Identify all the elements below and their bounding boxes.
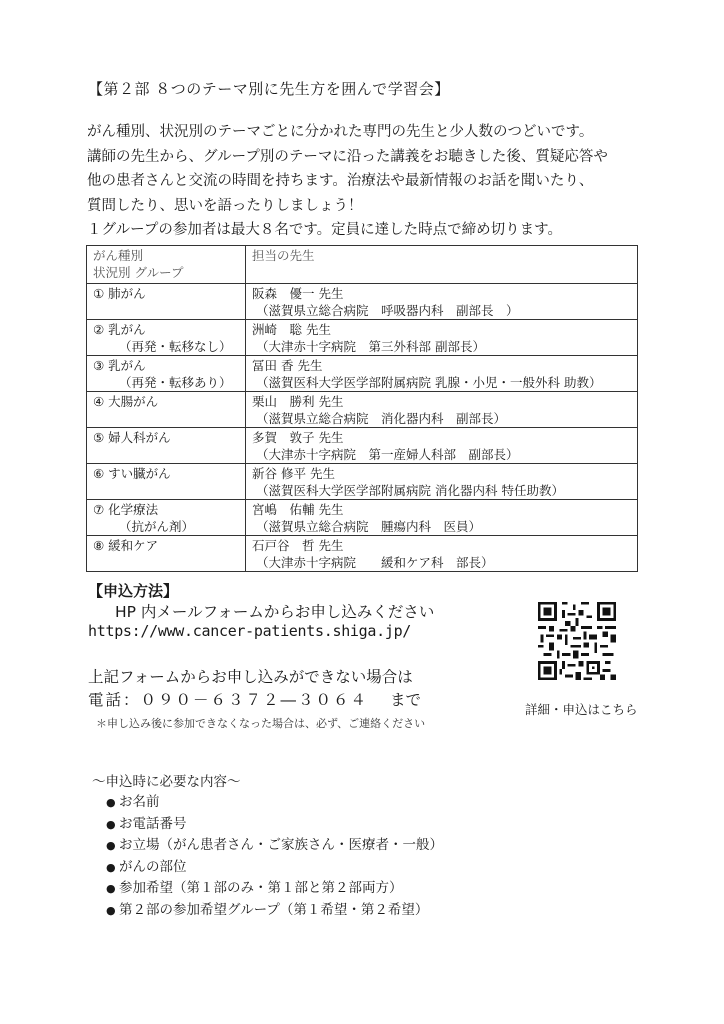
bullet-icon: ● bbox=[106, 903, 116, 917]
phone-suffix: まで bbox=[390, 691, 422, 709]
table-row bbox=[87, 536, 638, 572]
phone-label: 電話： bbox=[88, 691, 141, 709]
header-teacher: 担当の先生 bbox=[252, 248, 315, 263]
teacher-cell bbox=[246, 356, 638, 392]
phone-line bbox=[88, 688, 421, 710]
requirement-text: お立場（がん患者さん・ご家族さん・医療者・一般） bbox=[119, 837, 443, 853]
group-name: ⑤ 婦人科がん bbox=[93, 430, 171, 445]
teacher-cell bbox=[246, 500, 638, 536]
teacher-affiliation: （大津赤十字病院 第三外科部 副部長） bbox=[256, 339, 485, 354]
group-name: ④ 大腸がん bbox=[93, 394, 159, 409]
table-row bbox=[87, 356, 638, 392]
group-cell bbox=[87, 464, 246, 500]
teacher-affiliation: （大津赤十字病院 緩和ケア科 部長） bbox=[256, 555, 494, 570]
qr-code-icon[interactable] bbox=[538, 602, 616, 680]
teacher-name: 石戸谷 哲 先生 bbox=[252, 538, 344, 553]
qr-caption: 詳細・申込はこちら bbox=[525, 702, 638, 717]
header-group-line2: 状況別 グループ bbox=[93, 265, 184, 280]
teacher-name: 新谷 修平 先生 bbox=[252, 466, 335, 481]
teacher-cell bbox=[246, 536, 638, 572]
intro-line: １グループの参加者は最大８名です。定員に達した時点で締め切ります。 bbox=[87, 222, 563, 238]
bullet-icon: ● bbox=[106, 796, 116, 809]
teacher-name: 阪森 優一 先生 bbox=[252, 286, 344, 301]
bullet-icon: ● bbox=[106, 882, 116, 895]
table-row bbox=[87, 284, 638, 320]
requirement-text: 第２部の参加希望グループ（第１希望・第２希望） bbox=[119, 901, 429, 918]
list-item bbox=[106, 878, 443, 900]
requirement-text: がんの部位 bbox=[119, 858, 187, 875]
group-cell bbox=[87, 320, 246, 356]
table-row bbox=[87, 464, 638, 500]
teacher-name: 冨田 香 先生 bbox=[252, 358, 323, 373]
header-cell-group bbox=[87, 246, 246, 284]
group-subtitle: （再発・転移なし） bbox=[119, 339, 232, 354]
group-subtitle: （再発・転移あり） bbox=[119, 375, 232, 390]
group-name: ③ 乳がん bbox=[93, 358, 146, 373]
teacher-name: 洲崎 聡 先生 bbox=[252, 322, 331, 337]
group-name: ① 肺がん bbox=[93, 286, 146, 301]
table-row bbox=[87, 320, 638, 356]
group-cell bbox=[87, 536, 246, 572]
teacher-cell bbox=[246, 320, 638, 356]
group-cell bbox=[87, 500, 246, 536]
teacher-name: 多賀 敦子 先生 bbox=[252, 430, 344, 445]
intro-line: 講師の先生から、グループ別のテーマに沿った講義をお聴きした後、質疑応答や bbox=[87, 148, 608, 165]
group-cell bbox=[87, 356, 246, 392]
header-group-line1: がん種別 bbox=[93, 248, 144, 263]
teacher-affiliation: （滋賀県立総合病院 呼吸器内科 副部長 ） bbox=[256, 303, 519, 318]
intro-line: 他の患者さんと交流の時間を持ちます。治療法や最新情報のお話を聞いたり、 bbox=[87, 173, 594, 189]
header-cell-teacher bbox=[246, 246, 638, 284]
teacher-affiliation: （滋賀県立総合病院 消化器内科 副部長） bbox=[256, 411, 507, 426]
requirements-heading: ～申込時に必要な内容～ bbox=[92, 774, 241, 790]
teacher-cell bbox=[246, 428, 638, 464]
teacher-name: 宮嶋 佑輔 先生 bbox=[252, 502, 344, 517]
apply-instructions: HP 内メールフォームからお申し込みください bbox=[115, 603, 435, 621]
teacher-name: 栗山 勝利 先生 bbox=[252, 394, 344, 409]
bullet-icon: ● bbox=[106, 860, 116, 874]
bullet-icon: ● bbox=[106, 817, 116, 831]
list-item bbox=[106, 792, 443, 814]
requirement-text: お名前 bbox=[119, 794, 160, 810]
fallback-note: 上記フォームからお申し込みができない場合は bbox=[88, 668, 413, 686]
table-row bbox=[87, 392, 638, 428]
group-cell bbox=[87, 284, 246, 320]
table-row bbox=[87, 428, 638, 464]
website-link[interactable]: https://www.cancer-patients.shiga.jp/ bbox=[88, 622, 412, 640]
group-name: ⑦ 化学療法 bbox=[93, 502, 159, 517]
teacher-affiliation: （滋賀医科大学医学部附属病院 乳腺・小児・一般外科 助教） bbox=[256, 375, 602, 390]
teacher-cell bbox=[246, 392, 638, 428]
phone-number[interactable]: ０９０－６３７２―３０６４ bbox=[140, 691, 369, 709]
group-cell bbox=[87, 428, 246, 464]
requirements-list bbox=[106, 792, 443, 921]
group-name: ⑥ すい臓がん bbox=[93, 466, 171, 481]
group-name: ⑧ 緩和ケア bbox=[93, 538, 159, 553]
intro-paragraph bbox=[87, 120, 687, 243]
requirement-text: お電話番号 bbox=[119, 815, 187, 832]
bullet-icon: ● bbox=[106, 839, 116, 852]
teacher-affiliation: （滋賀県立総合病院 腫瘍内科 医員） bbox=[256, 519, 482, 534]
table-row bbox=[87, 500, 638, 536]
group-subtitle: （抗がん剤） bbox=[119, 519, 195, 534]
intro-line: 質問したり、思いを語ったりしましょう！ bbox=[87, 197, 363, 214]
section-heading: 【第２部 ８つのテーマ別に先生方を囲んで学習会】 bbox=[88, 80, 450, 98]
teacher-cell bbox=[246, 464, 638, 500]
apply-heading: 【申込方法】 bbox=[88, 582, 179, 600]
group-table bbox=[86, 245, 638, 572]
list-item bbox=[106, 814, 443, 836]
teacher-affiliation: （滋賀医科大学医学部附属病院 消化器内科 特任助教） bbox=[256, 483, 564, 498]
teacher-cell bbox=[246, 284, 638, 320]
list-item bbox=[106, 835, 443, 857]
group-name: ② 乳がん bbox=[93, 322, 146, 337]
intro-line: がん種別、状況別のテーマごとに分かれた専門の先生と少人数のつどいです。 bbox=[87, 124, 594, 140]
group-cell bbox=[87, 392, 246, 428]
cancel-note: ＊申し込み後に参加できなくなった場合は、必ず、ご連絡ください bbox=[96, 717, 426, 730]
requirement-text: 参加希望（第１部のみ・第１部と第２部両方） bbox=[119, 880, 403, 896]
list-item bbox=[106, 857, 443, 879]
teacher-affiliation: （大津赤十字病院 第一産婦人科部 副部長） bbox=[256, 447, 519, 462]
list-item bbox=[106, 900, 443, 922]
table-header-row bbox=[87, 246, 638, 284]
